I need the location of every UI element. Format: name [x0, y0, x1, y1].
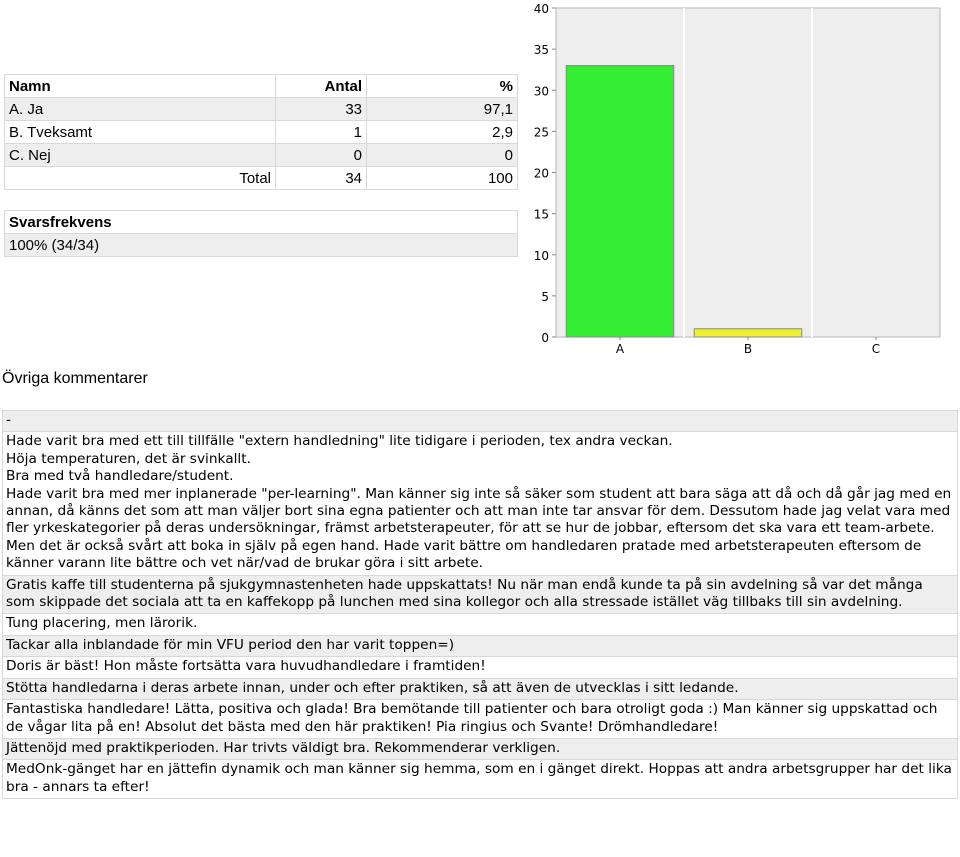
header-percent: % [367, 75, 518, 98]
comment-row [3, 432, 958, 575]
comment-text: Gratis kaffe till studenterna på sjukgymnastenheten hade uppskattats! Nu när man endå kunde ta på sin avdelning så var det många som skippade det sociala att ta en kaffekopp på lunchen med sina kollegor och alla stressade istället väg tillbaks till sin avdelning. [3, 575, 958, 614]
comment-row [3, 635, 958, 656]
row-count: 1 [276, 121, 367, 144]
chart-y-ticks [534, 2, 556, 345]
response-rate-row [5, 234, 518, 257]
x-tick-label: A [615, 342, 625, 356]
comment-row [3, 411, 958, 432]
comment-row [3, 657, 958, 678]
bar-b [694, 329, 802, 337]
row-percent: 97,1 [367, 98, 518, 121]
comment-row [3, 700, 958, 739]
total-count: 34 [276, 167, 367, 190]
table-row [5, 121, 518, 144]
y-tick-label: 40 [533, 2, 549, 16]
comments-table [2, 410, 958, 799]
x-tick-label: C [871, 342, 881, 356]
table-row [5, 144, 518, 167]
row-percent: 2,9 [367, 121, 518, 144]
total-label: Total [5, 167, 276, 190]
comment-text: - [3, 411, 958, 432]
y-tick-label: 35 [533, 43, 549, 58]
total-row [5, 167, 518, 190]
y-tick-label: 25 [533, 125, 549, 140]
y-tick-label: 5 [541, 289, 549, 304]
y-tick-label: 15 [533, 207, 549, 222]
results-header-row [5, 75, 518, 98]
comment-text: Jättenöjd med praktikperioden. Har trivts väldigt bra. Rekommenderar verkligen. [3, 738, 958, 759]
row-percent: 0 [367, 144, 518, 167]
row-name: B. Tveksamt [5, 121, 276, 144]
comments-title: Övriga kommentarer [2, 370, 148, 387]
comment-row [3, 678, 958, 699]
bar-a [566, 66, 674, 337]
comment-text: Tackar alla inblandade för min VFU period den har varit toppen=) [3, 635, 958, 656]
response-rate-value: 100% (34/34) [5, 234, 518, 257]
bar-chart [520, 0, 960, 370]
comment-row [3, 738, 958, 759]
comment-row [3, 760, 958, 799]
header-count: Antal [276, 75, 367, 98]
header-name: Namn [5, 75, 276, 98]
x-tick-label: B [743, 342, 753, 356]
y-tick-label: 30 [533, 84, 549, 99]
row-name: C. Nej [5, 144, 276, 167]
comment-text: Doris är bäst! Hon måste fortsätta vara huvudhandledare i framtiden! [3, 657, 958, 678]
comment-text: Fantastiska handledare! Lätta, positiva och glada! Bra bemötande till patienter och bara otroligt goda :) Man känner sig uppskattad och de vågar lita på en! Absolut det bästa med den här praktiken! Pia ringius och Svante! Drömhandledare! [3, 700, 958, 739]
comment-text: Stötta handledarna i deras arbete innan, under och efter praktiken, så att även de utvecklas i sitt ledande. [3, 678, 958, 699]
y-tick-label: 10 [533, 248, 549, 263]
response-rate-table [4, 210, 518, 257]
row-count: 0 [276, 144, 367, 167]
y-tick-label: 20 [533, 166, 549, 181]
comment-row [3, 575, 958, 614]
results-table [4, 74, 518, 190]
comment-text: Tung placering, men lärorik. [3, 614, 958, 635]
row-name: A. Ja [5, 98, 276, 121]
comments-list [3, 411, 958, 799]
row-count: 33 [276, 98, 367, 121]
comment-text: MedOnk-gänget har en jättefin dynamik och man känner sig hemma, som en i gänget direkt. Hoppas att andra arbetsgrupper har det lika bra - annars ta efter! [3, 760, 958, 799]
y-tick-label: 0 [541, 331, 549, 345]
table-row [5, 98, 518, 121]
response-rate-header: Svarsfrekvens [5, 211, 518, 234]
chart-x-ticks [616, 337, 880, 356]
comment-row [3, 614, 958, 635]
total-percent: 100 [367, 167, 518, 190]
comment-text: Hade varit bra med ett till tillfälle "extern handledning" lite tidigare i perioden, tex andra veckan. Höja temperaturen, det är svinkallt. Bra med två handledare/student. Hade varit bra med mer inplanerade "per-learning". Man känner sig inte så säker som student att bara säga att då och då går jag med en annan, då känns det som att man väljer bort sina egna patienter och att man inte tar ansvar för dem. Dessutom hade jag velat vara med fler yrkeskategorier på deras undersökningar, främst arbetsterapeuter, för att se hur de jobbar, eftersom det ska vara ett team-arbete. Men det är också svårt att boka in själv på egen hand. Hade varit bättre om handledaren pratade med arbetsterapeuten eftersom de känner varann lite bättre och vet när/vad de brukar göra i sitt arbete. [3, 432, 958, 575]
response-rate-header-row [5, 211, 518, 234]
